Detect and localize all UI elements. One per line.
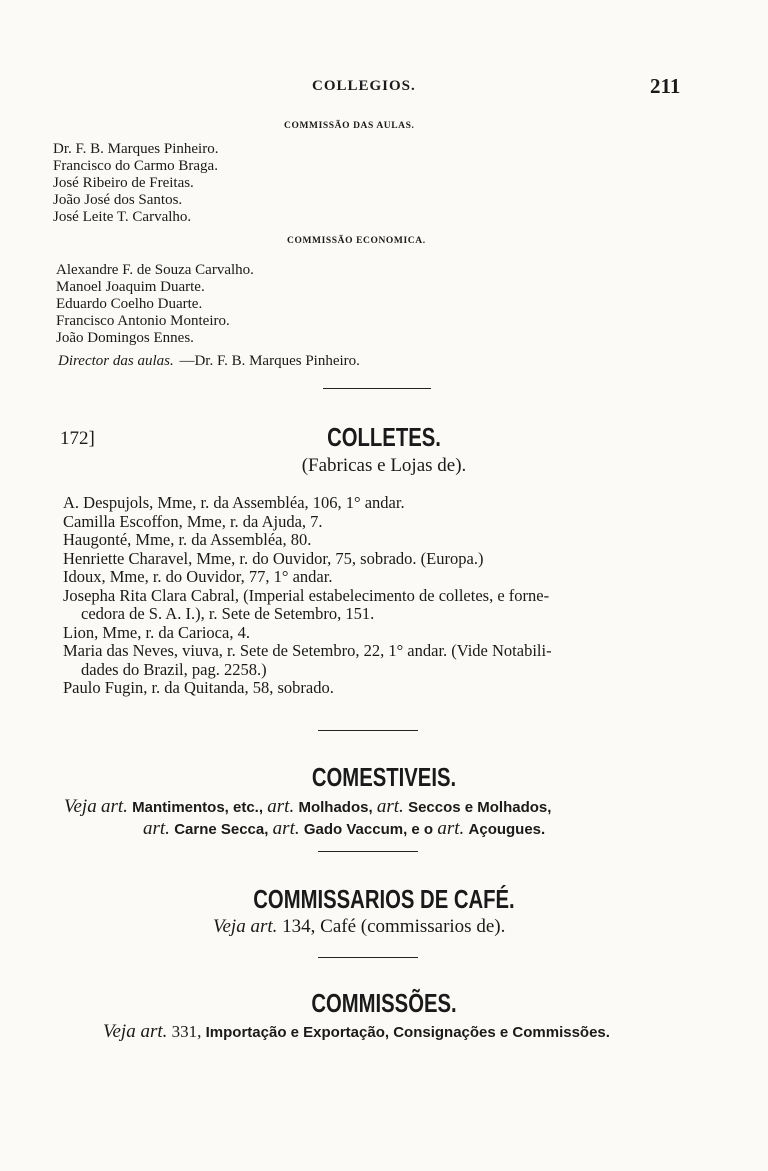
colletes-entries	[63, 494, 552, 698]
list-item: Josepha Rita Clara Cabral, (Imperial estabelecimento de colletes, e forne-	[63, 585, 550, 605]
list-item: Eduardo Coelho Duarte.	[56, 296, 203, 312]
art-label: art.	[437, 818, 465, 839]
article-number: 172]	[60, 428, 95, 449]
list-item: Camilla Escoffon, Mme, r. da Ajuda, 7.	[63, 511, 323, 531]
commissarios-cafe-title: COMMISSARIOS DE CAFÉ.	[253, 884, 515, 914]
director-name: —Dr. F. B. Marques Pinheiro.	[179, 353, 360, 369]
list-item: cedora de S. A. I.), r. Sete de Setembro, 151.	[81, 604, 375, 623]
list-item: Lion, Mme, r. da Carioca, 4.	[63, 622, 250, 642]
director-label: Director das aulas.	[58, 353, 174, 369]
director-line	[58, 353, 360, 370]
list-item: Dr. F. B. Marques Pinheiro.	[53, 141, 219, 157]
comissao-economica-heading: COMMISSÃO ECONOMICA.	[287, 236, 426, 246]
comestiveis-ref-line1	[64, 796, 551, 818]
section-divider	[318, 851, 418, 852]
art-label: art.	[100, 796, 128, 817]
comissao-economica-list	[56, 262, 254, 347]
section-divider	[318, 957, 418, 958]
list-item: João José dos Santos.	[53, 192, 183, 208]
comissao-aulas-heading: COMMISSÃO DAS AULAS.	[284, 121, 415, 131]
list-item: Alexandre F. de Souza Carvalho.	[56, 262, 254, 278]
section-divider	[323, 388, 431, 389]
commissoes-ref	[103, 1021, 610, 1043]
list-item: dades do Brazil, pag. 2258.)	[81, 659, 267, 679]
commissarios-cafe-ref	[213, 916, 505, 938]
ref-text: Mantimentos, etc.,	[132, 799, 264, 816]
list-item: João Domingos Ennes.	[56, 330, 194, 346]
list-item: José Ribeiro de Freitas.	[53, 175, 194, 191]
list-item: A. Despujols, Mme, r. da Assembléa, 106, 1° andar.	[63, 493, 405, 512]
art-label: art.	[143, 818, 170, 839]
commissoes-title: COMMISSÕES.	[311, 988, 457, 1018]
list-item: Paulo Fugin, r. da Quitanda, 58, sobrado.	[63, 678, 334, 697]
comestiveis-title: COMESTIVEIS.	[311, 762, 457, 792]
list-item: Haugonté, Mme, r. da Assembléa, 80.	[63, 530, 312, 549]
veja-label: Veja	[64, 796, 97, 817]
page-number: 211	[650, 74, 681, 98]
ref-text: Molhados,	[298, 799, 373, 816]
list-item: José Leite T. Carvalho.	[53, 209, 192, 225]
list-item: Francisco Antonio Monteiro.	[56, 313, 230, 329]
comissao-aulas-list	[53, 141, 218, 226]
veja-label: Veja art.	[213, 916, 278, 937]
running-title: COLLEGIOS.	[312, 78, 416, 94]
ref-text: 134, Café (commissarios de).	[282, 916, 506, 937]
ref-text: Gado Vaccum, e o	[303, 821, 434, 838]
ref-text: Açougues.	[468, 821, 546, 838]
veja-label: Veja art.	[103, 1021, 168, 1042]
colletes-title: COLLETES.	[327, 422, 441, 452]
comestiveis-ref-line2	[143, 818, 545, 840]
list-item: Francisco do Carmo Braga.	[53, 158, 218, 174]
list-item: Idoux, Mme, r. do Ouvidor, 77, 1° andar.	[63, 567, 333, 586]
art-label: art.	[272, 818, 300, 839]
art-label: art.	[376, 796, 404, 817]
list-item: Maria das Neves, viuva, r. Sete de Setembro, 22, 1° andar. (Vide Notabili-	[63, 641, 552, 660]
list-item: Manoel Joaquim Duarte.	[56, 279, 205, 295]
ref-text: Importação e Exportação, Consignações e Commissões.	[205, 1024, 610, 1041]
ref-text: Carne Secca,	[174, 821, 269, 838]
ref-number: 331,	[171, 1022, 202, 1041]
art-label: art.	[267, 796, 295, 817]
colletes-subtitle: (Fabricas e Lojas de).	[301, 455, 467, 476]
list-item: Henriette Charavel, Mme, r. do Ouvidor, 75, sobrado. (Europa.)	[63, 548, 484, 568]
ref-text: Seccos e Molhados,	[408, 799, 552, 816]
section-divider	[318, 730, 418, 731]
